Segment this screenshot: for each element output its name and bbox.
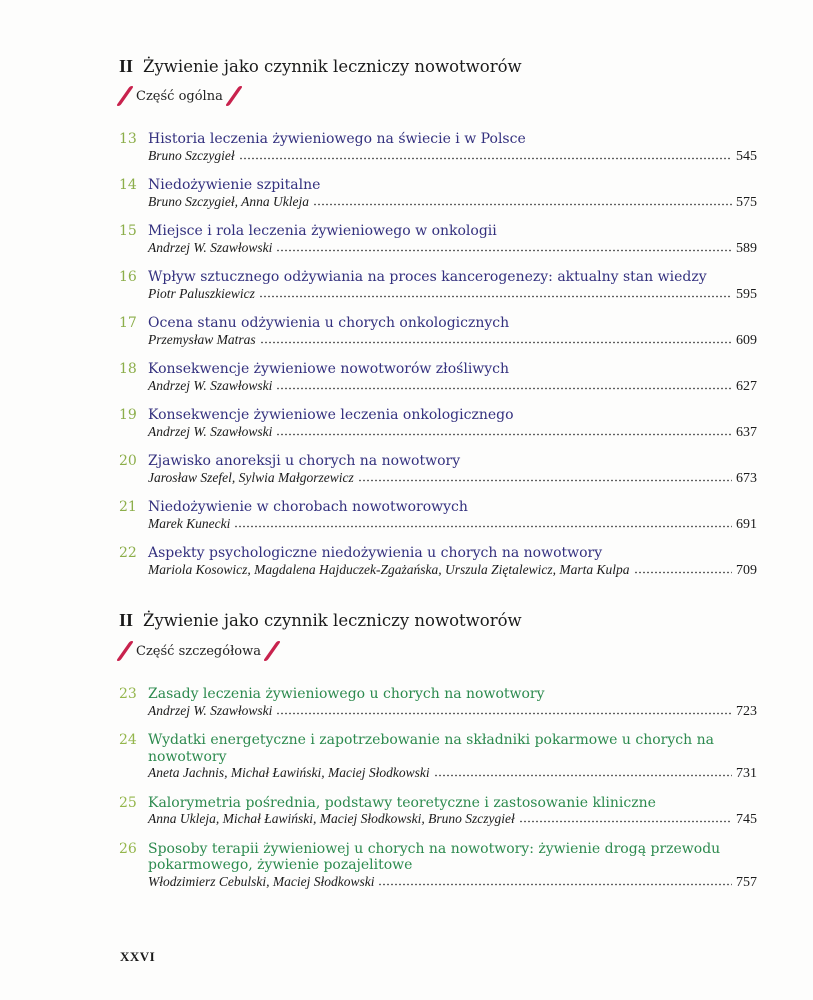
page-ref[interactable]: 757 [736,874,757,890]
part-subtitle: Część ogólna [136,88,223,104]
author-row [148,194,757,212]
part-number: II [119,56,134,76]
toc-entry[interactable] [119,407,757,441]
dot-leader [259,288,732,298]
author-row [148,703,757,721]
dot-leader [634,564,733,574]
toc-entry[interactable] [119,177,757,211]
slash-icon [225,86,243,106]
author-row [148,332,757,350]
chapter-number: 23 [119,686,137,702]
author-row [148,562,757,580]
entry-body [148,361,757,395]
toc-list [119,686,757,903]
chapter-authors: Bruno Szczygieł [148,147,235,163]
dot-leader [434,767,732,777]
entry-body [148,269,757,303]
chapter-title[interactable]: Historia leczenia żywieniowego na świecie i w Polsce [148,131,526,147]
chapter-title[interactable]: Konsekwencje żywieniowe nowotworów złośliwych [148,361,510,377]
page-ref[interactable]: 575 [736,194,757,210]
part-subheading [119,86,245,106]
page-ref[interactable]: 545 [736,148,757,164]
page-ref[interactable]: 627 [736,378,757,394]
slash-icon [116,641,134,661]
page-ref[interactable]: 745 [736,812,757,827]
chapter-number: 14 [119,177,137,193]
page-ref[interactable]: 709 [736,562,757,578]
chapter-authors: Andrzej W. Szawłowski [148,239,273,255]
entry-body [148,545,757,579]
toc-entry[interactable] [119,686,757,720]
chapter-number: 16 [119,269,137,285]
entry-body [148,499,757,533]
chapter-title[interactable]: Zjawisko anoreksji u chorych na nowotwory [148,453,461,469]
dot-leader [234,518,732,528]
chapter-number: 18 [119,361,137,377]
chapter-authors: Andrzej W. Szawłowski [148,702,273,718]
part-number: II [119,610,134,630]
chapter-authors: Aneta Jachnis, Michał Ławiński, Maciej Słodkowski [148,765,430,780]
author-row [148,378,757,396]
author-row [148,811,757,829]
toc-entry[interactable] [119,545,757,579]
part-subheading [119,641,283,661]
page-ref[interactable]: 609 [736,332,757,348]
chapter-authors: Przemysław Matras [148,331,256,347]
entry-body [148,795,757,829]
chapter-number: 21 [119,499,137,515]
toc-entry[interactable] [119,269,757,303]
part-heading [119,610,522,631]
page-ref[interactable]: 589 [736,240,757,256]
toc-entry[interactable] [119,453,757,487]
part-title: Żywienie jako czynnik leczniczy nowotworów [143,57,522,76]
page-ref[interactable]: 595 [736,286,757,302]
slash-icon [116,86,134,106]
chapter-number: 19 [119,407,137,423]
author-row [148,470,757,488]
page-ref[interactable]: 731 [736,766,757,781]
chapter-title[interactable]: Sposoby terapii żywieniowej u chorych na nowotwory: żywienie drogą przewodu pokarmowego, żywienie pozajelitowe [148,840,721,873]
toc-entry[interactable] [119,841,757,892]
chapter-number: 15 [119,223,137,239]
chapter-title[interactable]: Wydatki energetyczne i zapotrzebowanie na składniki pokarmowe u chorych na nowotwory [148,732,714,765]
author-row [148,286,757,304]
author-row [148,874,757,892]
chapter-authors: Marek Kunecki [148,515,231,531]
part-title: Żywienie jako czynnik leczniczy nowotworów [143,611,522,630]
dot-leader [378,876,732,886]
chapter-title[interactable]: Niedożywienie w chorobach nowotworowych [148,499,468,515]
dot-leader [260,334,732,344]
chapter-authors: Piotr Paluszkiewicz [148,285,255,301]
author-row [148,765,757,783]
chapter-title[interactable]: Aspekty psychologiczne niedożywienia u chorych na nowotwory [148,545,603,561]
dot-leader [276,705,732,715]
dot-leader [276,380,732,390]
entry-body [148,732,757,783]
chapter-title[interactable]: Ocena stanu odżywienia u chorych onkologicznych [148,315,510,331]
page-ref[interactable]: 691 [736,516,757,532]
chapter-title[interactable]: Zasady leczenia żywieniowego u chorych na nowotwory [148,686,545,702]
page-number: XXVI [120,949,156,964]
chapter-number: 25 [119,794,137,811]
toc-entry[interactable] [119,361,757,395]
dot-leader [313,196,732,206]
toc-entry[interactable] [119,795,757,829]
entry-body [148,686,757,720]
chapter-authors: Jarosław Szefel, Sylwia Małgorzewicz [148,469,354,485]
entry-body [148,841,757,892]
chapter-title[interactable]: Miejsce i rola leczenia żywieniowego w onkologii [148,223,497,239]
toc-entry[interactable] [119,499,757,533]
page-ref[interactable]: 723 [736,703,757,719]
part-subtitle: Część szczegółowa [136,643,261,659]
toc-entry[interactable] [119,223,757,257]
chapter-authors: Anna Ukleja, Michał Ławiński, Maciej Słodkowski, Bruno Szczygieł [148,811,515,826]
author-row [148,148,757,166]
chapter-title[interactable]: Konsekwencje żywieniowe leczenia onkologicznego [148,407,514,423]
toc-entry[interactable] [119,732,757,783]
chapter-authors: Włodzimierz Cebulski, Maciej Słodkowski [148,873,375,889]
entry-body [148,177,757,211]
part-heading [119,56,522,77]
chapter-number: 26 [119,840,137,857]
chapter-authors: Mariola Kosowicz, Magdalena Hajduczek-Zgażańska, Urszula Ziętalewicz, Marta Kulpa [148,561,630,577]
chapter-number: 22 [119,545,137,561]
dot-leader [239,150,732,160]
entry-body [148,315,757,349]
slash-icon [263,641,281,661]
entry-body [148,223,757,257]
chapter-authors: Andrzej W. Szawłowski [148,377,273,393]
dot-leader [276,242,732,252]
author-row [148,516,757,534]
dot-leader [276,426,732,436]
chapter-number: 17 [119,315,137,331]
toc-list [119,131,757,591]
chapter-authors: Bruno Szczygieł, Anna Ukleja [148,193,309,209]
toc-entry[interactable] [119,131,757,165]
entry-body [148,131,757,165]
author-row [148,240,757,258]
page-ref[interactable]: 673 [736,470,757,486]
entry-body [148,407,757,441]
dot-leader [519,813,732,823]
page-ref[interactable]: 637 [736,424,757,440]
chapter-title[interactable]: Kalorymetria pośrednia, podstawy teoretyczne i zastosowanie kliniczne [148,794,656,811]
chapter-number: 13 [119,131,137,147]
chapter-authors: Andrzej W. Szawłowski [148,423,273,439]
chapter-number: 24 [119,732,137,748]
dot-leader [358,472,732,482]
toc-entry[interactable] [119,315,757,349]
chapter-title[interactable]: Niedożywienie szpitalne [148,177,321,193]
chapter-title[interactable]: Wpływ sztucznego odżywiania na proces kancerogenezy: aktualny stan wiedzy [148,269,707,285]
entry-body [148,453,757,487]
author-row [148,424,757,442]
chapter-number: 20 [119,453,137,469]
